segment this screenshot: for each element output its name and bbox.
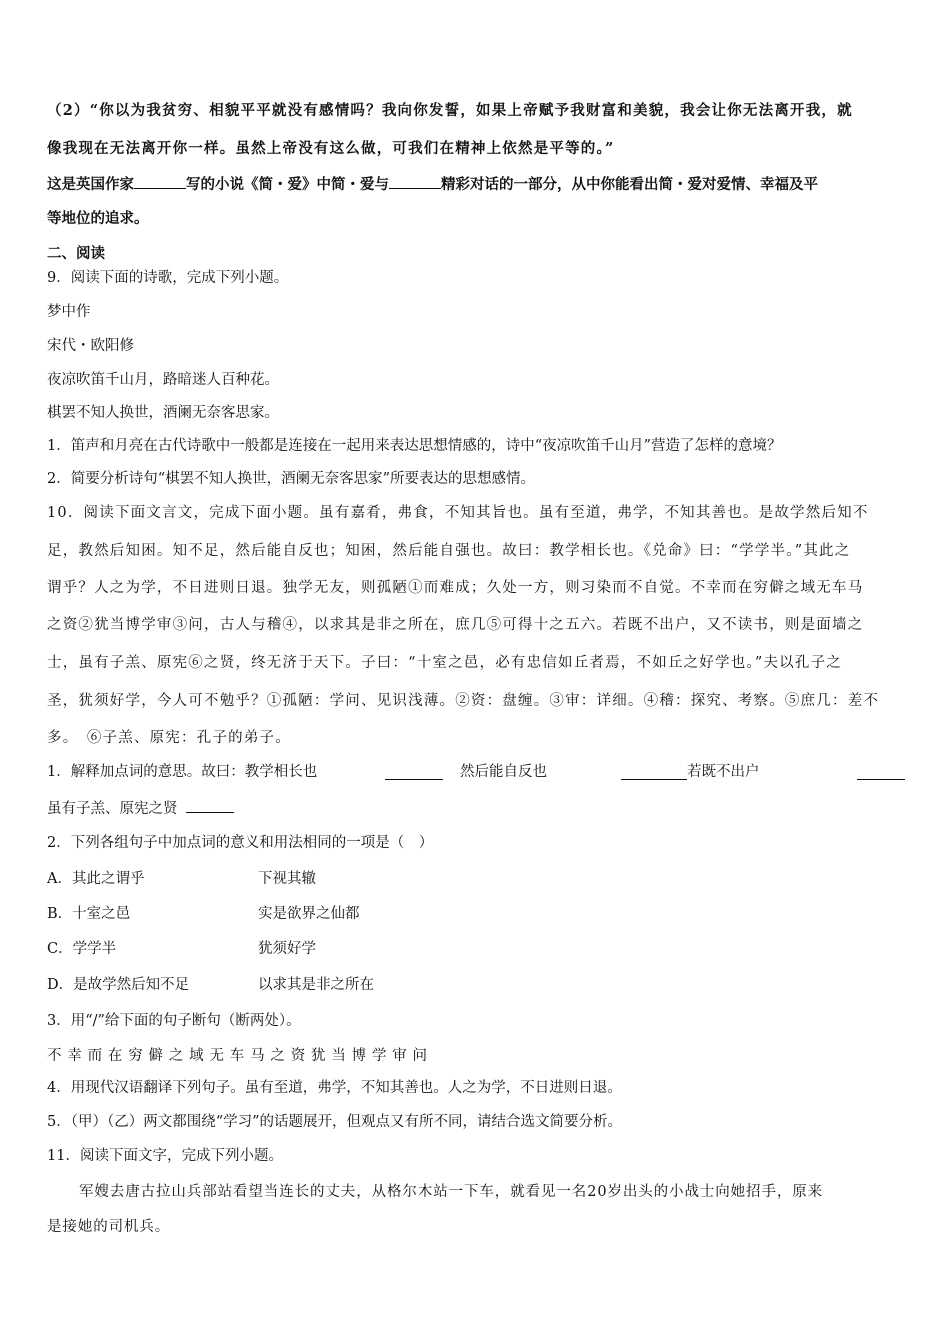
q10-passage-line-3: 谓乎？人之为学，不日进则日退。独学无友，则孤陋①而难成；久处一方，则习染而不自觉。不幸而在穷僻之域无车马 [47,580,864,596]
option-c[interactable] [47,939,747,959]
option-key: B． [47,906,73,922]
option-b[interactable] [47,904,747,924]
q8-fill-line [47,174,818,195]
option-left: 学学半 [72,941,117,957]
section-title: 二、阅读 [47,245,105,262]
option-left: 十室之邑 [72,906,131,922]
q10-passage-line-6: 圣，犹须好学，今人可不勉乎？①孤陋：学问、见识浅薄。②资：盘缠。③审：详细。④稽：探究、考察。⑤庶几：差不 [47,693,880,709]
q10-sub-1-item-2: 然后能自反也 [460,764,547,780]
q10-sub-3-label: 3．用“/”给下面的句子断句（断两处）。 [47,1013,301,1029]
option-right: 实是欲界之仙都 [258,906,360,922]
q8-fill-text-b: 写的小说《简・爱》中简・爱与 [186,176,389,193]
q10-passage-line-2: 足，教然后知困。知不足，然后能自反也；知困，然后能自强也。故曰：教学相长也。《兑命》曰：“学学半。”其此之 [47,543,851,559]
q10-sub-1-item-3: 若既不出户 [687,764,760,780]
q10-sub-1 [47,762,907,784]
q10-passage-line-7: 多。 ⑥子羔、原宪：孔子的弟子。 [47,730,291,746]
option-key: D． [47,977,74,993]
poem-line-1: 夜凉吹笛千山月，路暗迷人百种花。 [47,372,279,388]
q10-passage-line-5: 士，虽有子羔、原宪⑥之贤，终无济于天下。子曰：“十室之邑，必有忠信如丘者焉，不如丘之好学也。”夫以孔子之 [47,655,842,671]
q11-passage-line-2: 是接她的司机兵。 [47,1219,171,1235]
answer-blank-3[interactable] [857,765,905,780]
q10-sub-2-label: 2．下列各组句子中加点词的意义和用法相同的一项是（ ） [47,835,434,851]
option-right: 犹须好学 [258,941,316,957]
answer-blank-4[interactable] [186,798,234,813]
q10-sub-5: 5．（甲）（乙）两文都围绕“学习”的话题展开，但观点又有所不同，请结合选文简要分析。 [47,1114,623,1130]
q11-passage-line-1: 军嫂去唐古拉山兵部站看望当连长的丈夫，从格尔木站一下车，就看见一名20岁出头的小战士向她招手，原来 [79,1184,824,1200]
q10-passage-line-4: 之资②犹当博学审③问，古人与稽④，以求其是非之所在，庶几⑤可得十之五六。若既不出户，又不读书，则是面墙之 [47,617,864,633]
option-a[interactable] [47,869,747,889]
q10-passage-line-1: 10．阅读下面文言文，完成下面小题。虽有嘉肴，弗食，不知其旨也。虽有至道，弗学，不知其善也。是故学然后知不 [47,505,869,521]
answer-blank-1[interactable] [385,765,443,780]
author-blank[interactable] [134,174,186,189]
q9-sub-1: 1．笛声和月亮在古代诗歌中一般都是连接在一起用来表达思想情感的，诗中“夜凉吹笛千山月”营造了怎样的意境？ [47,438,782,454]
q8-quote-line-2: 像我现在无法离开你一样。虽然上帝没有这么做，可我们在精神上依然是平等的。” [47,140,615,157]
q8-fill-text-a: 这是英国作家 [47,176,134,193]
option-left: 其此之谓乎 [71,871,145,887]
option-right: 下视其辙 [258,871,316,887]
option-left: 是故学然后知不足 [73,977,190,993]
option-key: C． [47,941,73,957]
punctuation-sentence: 不 幸 而 在 穷 僻 之 域 无 车 马 之 资 犹 当 博 学 审 问 [47,1048,428,1064]
answer-blank-2[interactable] [621,765,687,780]
q11-prompt: 11．阅读下面文字，完成下列小题。 [47,1148,283,1164]
q9-sub-2: 2．简要分析诗句“棋罢不知人换世，酒阑无奈客思家”所要表达的思想感情。 [47,471,536,487]
q8-quote-line-1: （2）“你以为我贫穷、相貌平平就没有感情吗？我向你发誓，如果上帝赋予我财富和美貌，我会让你无法离开我，就 [47,102,853,119]
poem-author: 宋代・欧阳修 [47,338,134,354]
option-right: 以求其是非之所在 [258,977,374,993]
poem-line-2: 棋罢不知人换世，酒阑无奈客思家。 [47,405,279,421]
option-key: A． [47,871,72,887]
q8-fill-text-c: 精彩对话的一部分，从中你能看出简・爱对爱情、幸福及平 [441,176,818,193]
q10-sub-4: 4．用现代汉语翻译下列句子。虽有至道，弗学，不知其善也。人之为学，不日进则日退。 [47,1080,622,1096]
q10-sub-1-item-4: 虽有子羔、原宪之贤 [47,801,178,817]
q8-fill-line-2: 等地位的追求。 [47,210,149,227]
q10-sub-1-label: 1．解释加点词的意思。故曰：教学相长也 [47,764,318,780]
q10-sub-1-line-2 [47,798,234,819]
character-blank[interactable] [389,174,441,189]
option-d[interactable] [47,975,747,995]
poem-title: 梦中作 [47,304,91,320]
q9-prompt: 9．阅读下面的诗歌，完成下列小题。 [47,270,289,286]
